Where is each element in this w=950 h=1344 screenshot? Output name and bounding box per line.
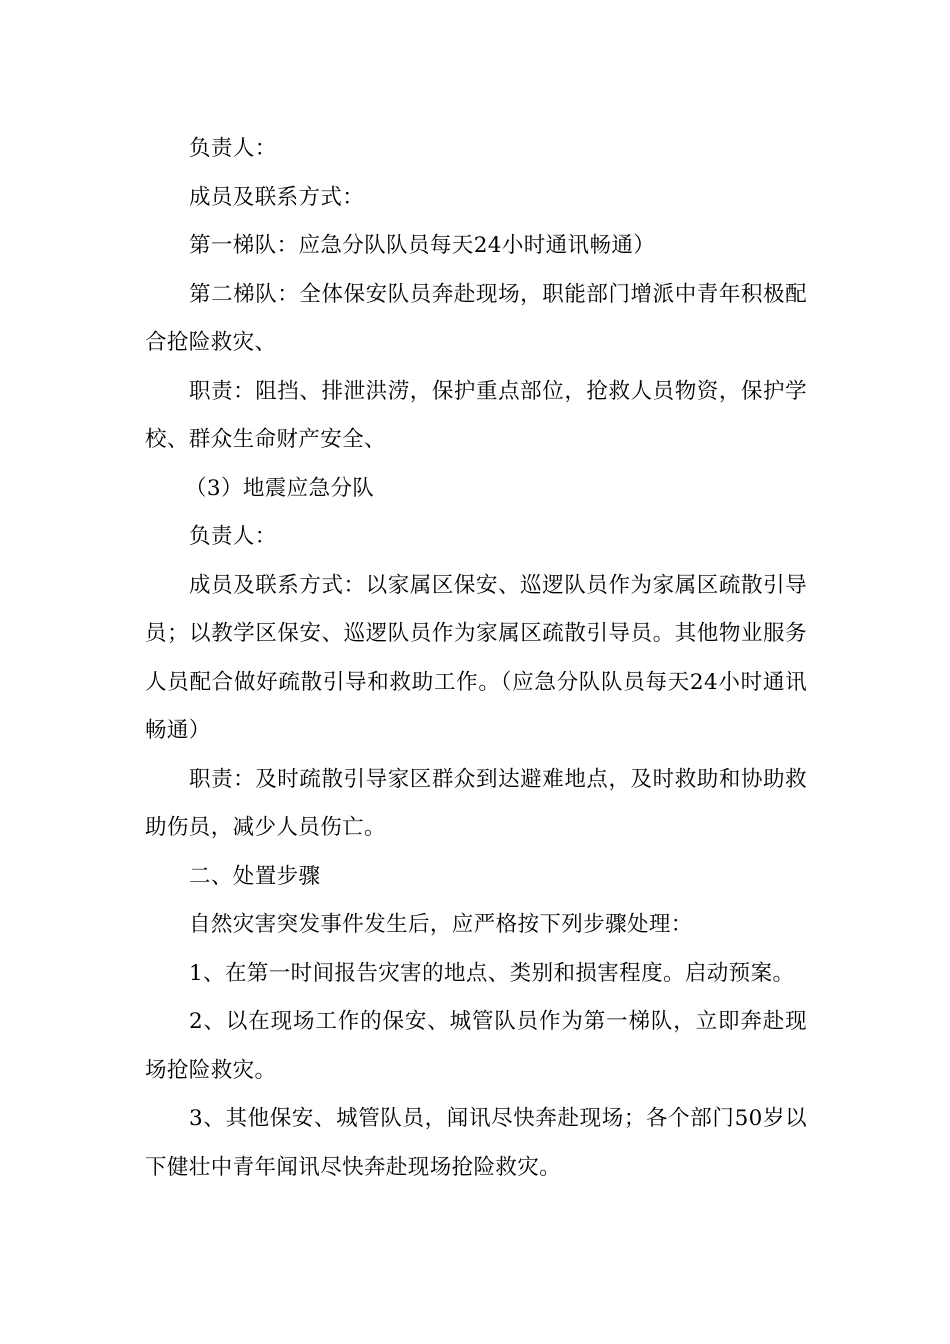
paragraph-step-2: 2、以在现场工作的保安、城管队员作为第一梯队，立即奔赴现场抢险救灾。	[145, 1009, 807, 1083]
heading-disposal-steps: 二、处置步骤	[189, 863, 321, 889]
paragraph-duties-earthquake: 职责：及时疏散引导家区群众到达避难地点，及时救助和协助救助伤员，减少人员伤亡。	[145, 766, 807, 840]
paragraph-second-echelon: 第二梯队：全体保安队员奔赴现场，职能部门增派中青年积极配合抢险救灾、	[145, 281, 807, 355]
paragraph-steps-intro: 自然灾害突发事件发生后，应严格按下列步骤处理：	[189, 912, 693, 937]
document-page	[145, 125, 807, 1192]
paragraph-first-echelon: 第一梯队：应急分队队员每天24小时通讯畅通）	[189, 233, 656, 258]
paragraph-step-3: 3、其他保安、城管队员，闻讯尽快奔赴现场；各个部门50岁以下健壮中青年闻讯尽快奔赴现场抢险救灾。	[145, 1106, 807, 1180]
paragraph-responsible-person-1: 负责人：	[189, 136, 277, 161]
paragraph-members-contact-2: 成员及联系方式：以家属区保安、巡逻队员作为家属区疏散引导员；以教学区保安、巡逻队员作为家属区疏散引导员。其他物业服务人员配合做好疏散引导和救助工作。（应急分队队员每天24小时通讯畅通）	[145, 572, 807, 743]
heading-earthquake-team: （3）地震应急分队	[185, 475, 375, 501]
paragraph-duties-flood: 职责：阻挡、排泄洪涝，保护重点部位，抢救人员物资，保护学校、群众生命财产安全、	[145, 378, 807, 452]
paragraph-members-contact-1: 成员及联系方式：	[189, 184, 365, 210]
paragraph-step-1: 1、在第一时间报告灾害的地点、类别和损害程度。启动预案。	[189, 960, 795, 986]
paragraph-responsible-person-2: 负责人：	[189, 524, 277, 549]
